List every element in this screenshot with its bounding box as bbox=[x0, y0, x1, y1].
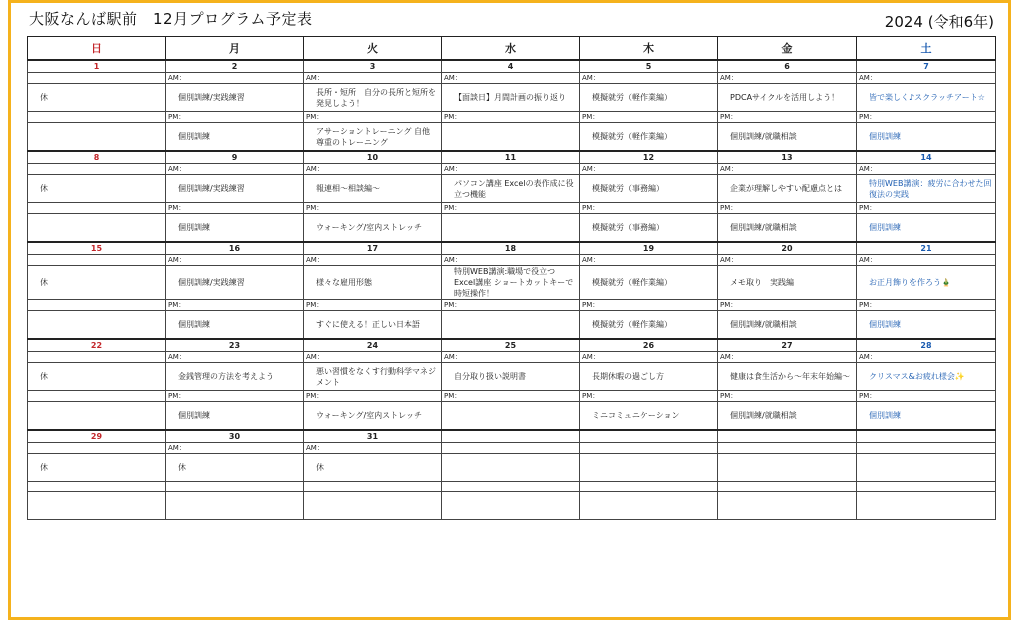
am-label-row bbox=[28, 443, 996, 454]
pm-program bbox=[28, 311, 166, 340]
date-cell: 11 bbox=[442, 151, 580, 164]
pm-label-row bbox=[28, 203, 996, 214]
date-cell: 14 bbox=[857, 151, 996, 164]
pm-program bbox=[28, 492, 166, 520]
pm-label: PM： bbox=[304, 300, 442, 311]
am-label: AM： bbox=[304, 164, 442, 175]
date-row bbox=[28, 60, 996, 73]
pm-label: PM： bbox=[304, 203, 442, 214]
pm-program: 個別訓練/就職相談 bbox=[718, 402, 857, 431]
am-label bbox=[857, 443, 996, 454]
am-label bbox=[28, 443, 166, 454]
pm-program: 個別訓練 bbox=[857, 311, 996, 340]
weekday-thu: 木 bbox=[580, 37, 718, 61]
date-cell: 31 bbox=[304, 430, 442, 443]
am-row bbox=[28, 266, 996, 300]
pm-row bbox=[28, 402, 996, 431]
am-program: 休 bbox=[28, 363, 166, 391]
am-program: クリスマス&お疲れ様会✨ bbox=[857, 363, 996, 391]
pm-label-row bbox=[28, 482, 996, 492]
pm-program bbox=[442, 214, 580, 243]
am-program: 【面談日】月間計画の振り返り bbox=[442, 84, 580, 112]
pm-label: PM： bbox=[857, 203, 996, 214]
date-cell: 13 bbox=[718, 151, 857, 164]
date-cell: 15 bbox=[28, 242, 166, 255]
weekday-sun: 日 bbox=[28, 37, 166, 61]
pm-label bbox=[28, 391, 166, 402]
pm-label: PM： bbox=[718, 112, 857, 123]
am-program: 個別訓練/実践練習 bbox=[166, 175, 304, 203]
am-label: AM： bbox=[718, 164, 857, 175]
am-label: AM： bbox=[304, 255, 442, 266]
pm-program: 個別訓練 bbox=[166, 123, 304, 152]
pm-label: PM： bbox=[718, 300, 857, 311]
weekday-mon: 月 bbox=[166, 37, 304, 61]
am-program: 個別訓練/実践練習 bbox=[166, 84, 304, 112]
pm-program: 個別訓練/就職相談 bbox=[718, 214, 857, 243]
am-label: AM： bbox=[580, 164, 718, 175]
am-label: AM： bbox=[718, 73, 857, 84]
date-cell: 7 bbox=[857, 60, 996, 73]
am-row bbox=[28, 454, 996, 482]
page-title: 大阪なんば駅前 12月プログラム予定表 bbox=[29, 10, 313, 28]
pm-program: 個別訓練 bbox=[166, 402, 304, 431]
pm-program bbox=[857, 492, 996, 520]
date-cell: 10 bbox=[304, 151, 442, 164]
am-program: 悪い習慣をなくす行動科学マネジメント bbox=[304, 363, 442, 391]
am-program: お正月飾りを作ろう🎍 bbox=[857, 266, 996, 300]
pm-program: 模擬就労（軽作業編） bbox=[580, 311, 718, 340]
date-row bbox=[28, 151, 996, 164]
am-label-row bbox=[28, 352, 996, 363]
am-label bbox=[28, 352, 166, 363]
am-program: 模擬就労（軽作業編） bbox=[580, 84, 718, 112]
am-program: 健康は食生活から～年末年始編～ bbox=[718, 363, 857, 391]
date-cell: 18 bbox=[442, 242, 580, 255]
date-cell: 1 bbox=[28, 60, 166, 73]
am-label bbox=[28, 255, 166, 266]
pm-label: PM： bbox=[580, 112, 718, 123]
am-label: AM： bbox=[857, 73, 996, 84]
am-program: 休 bbox=[166, 454, 304, 482]
pm-program: 模擬就労（軽作業編） bbox=[580, 123, 718, 152]
pm-label bbox=[28, 482, 166, 492]
pm-label: PM： bbox=[857, 300, 996, 311]
date-cell: 25 bbox=[442, 339, 580, 352]
am-label bbox=[718, 443, 857, 454]
pm-row bbox=[28, 311, 996, 340]
pm-row bbox=[28, 492, 996, 520]
date-cell: 30 bbox=[166, 430, 304, 443]
date-row bbox=[28, 339, 996, 352]
pm-row bbox=[28, 214, 996, 243]
pm-program: 個別訓練/就職相談 bbox=[718, 123, 857, 152]
pm-program: ミニコミュニケーション bbox=[580, 402, 718, 431]
pm-label: PM： bbox=[718, 391, 857, 402]
date-row bbox=[28, 430, 996, 443]
pm-program bbox=[442, 311, 580, 340]
am-program: 休 bbox=[28, 84, 166, 112]
date-cell bbox=[857, 430, 996, 443]
pm-program bbox=[166, 492, 304, 520]
weekday-sat: 土 bbox=[857, 37, 996, 61]
am-program: 報連相～相談編～ bbox=[304, 175, 442, 203]
am-label-row bbox=[28, 255, 996, 266]
am-program: 特別WEB講演：疲労に合わせた回復法の実践 bbox=[857, 175, 996, 203]
date-cell: 20 bbox=[718, 242, 857, 255]
date-cell: 6 bbox=[718, 60, 857, 73]
am-program: 皆で楽しく♪スクラッチアート☆ bbox=[857, 84, 996, 112]
program-calendar bbox=[27, 36, 996, 520]
pm-program: 個別訓練 bbox=[857, 214, 996, 243]
date-cell: 19 bbox=[580, 242, 718, 255]
pm-program bbox=[28, 402, 166, 431]
am-program: 長期休暇の過ごし方 bbox=[580, 363, 718, 391]
pm-label bbox=[166, 482, 304, 492]
am-label: AM： bbox=[304, 443, 442, 454]
pm-program: ウォーキング/室内ストレッチ bbox=[304, 402, 442, 431]
am-label: AM： bbox=[580, 352, 718, 363]
pm-program bbox=[304, 492, 442, 520]
pm-program bbox=[580, 492, 718, 520]
pm-label: PM： bbox=[718, 203, 857, 214]
date-cell: 9 bbox=[166, 151, 304, 164]
pm-label bbox=[304, 482, 442, 492]
pm-label: PM： bbox=[166, 112, 304, 123]
am-program: 模擬就労（軽作業編） bbox=[580, 266, 718, 300]
pm-program: 個別訓練 bbox=[166, 214, 304, 243]
pm-label bbox=[857, 482, 996, 492]
pm-program: アサーショントレーニング 自他尊重のトレーニング bbox=[304, 123, 442, 152]
date-cell: 23 bbox=[166, 339, 304, 352]
pm-program bbox=[718, 492, 857, 520]
am-program: メモ取り 実践編 bbox=[718, 266, 857, 300]
pm-label-row bbox=[28, 112, 996, 123]
am-label: AM： bbox=[857, 352, 996, 363]
am-label bbox=[28, 164, 166, 175]
pm-program bbox=[28, 214, 166, 243]
pm-row bbox=[28, 123, 996, 152]
pm-program bbox=[442, 402, 580, 431]
weekday-wed: 水 bbox=[442, 37, 580, 61]
pm-label: PM： bbox=[442, 203, 580, 214]
am-label: AM： bbox=[718, 352, 857, 363]
am-row bbox=[28, 175, 996, 203]
date-cell: 2 bbox=[166, 60, 304, 73]
am-label: AM： bbox=[166, 164, 304, 175]
am-program: 模擬就労（事務編） bbox=[580, 175, 718, 203]
pm-label-row bbox=[28, 391, 996, 402]
am-label: AM： bbox=[442, 255, 580, 266]
am-program: 様々な雇用形態 bbox=[304, 266, 442, 300]
am-program: 休 bbox=[28, 454, 166, 482]
am-program: 休 bbox=[28, 175, 166, 203]
am-program bbox=[442, 454, 580, 482]
date-cell: 12 bbox=[580, 151, 718, 164]
pm-label-row bbox=[28, 300, 996, 311]
am-program: 特別WEB講演:職場で役立つExcel講座 ショートカットキーで時短操作！ bbox=[442, 266, 580, 300]
am-program bbox=[580, 454, 718, 482]
am-program bbox=[718, 454, 857, 482]
am-row bbox=[28, 84, 996, 112]
am-program: 企業が理解しやすい配慮点とは bbox=[718, 175, 857, 203]
pm-program: ウォーキング/室内ストレッチ bbox=[304, 214, 442, 243]
date-cell: 22 bbox=[28, 339, 166, 352]
pm-label bbox=[28, 203, 166, 214]
date-cell: 27 bbox=[718, 339, 857, 352]
date-cell bbox=[580, 430, 718, 443]
am-label: AM： bbox=[166, 73, 304, 84]
am-label bbox=[28, 73, 166, 84]
pm-label: PM： bbox=[580, 300, 718, 311]
pm-label bbox=[28, 300, 166, 311]
am-label: AM： bbox=[442, 164, 580, 175]
date-row bbox=[28, 242, 996, 255]
pm-program: 個別訓練/就職相談 bbox=[718, 311, 857, 340]
pm-label bbox=[580, 482, 718, 492]
year-label: 2024 (令和6年) bbox=[884, 13, 994, 31]
am-program: 自分取り扱い説明書 bbox=[442, 363, 580, 391]
pm-program: すぐに使える！正しい日本語 bbox=[304, 311, 442, 340]
pm-label: PM： bbox=[857, 112, 996, 123]
date-cell: 8 bbox=[28, 151, 166, 164]
am-program: 休 bbox=[28, 266, 166, 300]
pm-label: PM： bbox=[580, 203, 718, 214]
date-cell: 5 bbox=[580, 60, 718, 73]
pm-program bbox=[442, 492, 580, 520]
am-label: AM： bbox=[857, 255, 996, 266]
pm-label bbox=[442, 482, 580, 492]
am-label: AM： bbox=[166, 255, 304, 266]
am-label: AM： bbox=[580, 255, 718, 266]
am-row bbox=[28, 363, 996, 391]
pm-label: PM： bbox=[442, 391, 580, 402]
am-program: 金銭管理の方法を考えよう bbox=[166, 363, 304, 391]
am-label bbox=[580, 443, 718, 454]
pm-label: PM： bbox=[166, 203, 304, 214]
pm-label: PM： bbox=[857, 391, 996, 402]
am-label: AM： bbox=[580, 73, 718, 84]
pm-label bbox=[718, 482, 857, 492]
am-label-row bbox=[28, 164, 996, 175]
am-label bbox=[442, 443, 580, 454]
pm-label: PM： bbox=[580, 391, 718, 402]
date-cell: 4 bbox=[442, 60, 580, 73]
am-label: AM： bbox=[304, 352, 442, 363]
pm-program: 個別訓練 bbox=[166, 311, 304, 340]
date-cell: 21 bbox=[857, 242, 996, 255]
weekday-header-row bbox=[28, 37, 996, 61]
pm-program: 個別訓練 bbox=[857, 402, 996, 431]
weekday-fri: 金 bbox=[718, 37, 857, 61]
am-label: AM： bbox=[442, 352, 580, 363]
pm-label: PM： bbox=[166, 391, 304, 402]
date-cell: 24 bbox=[304, 339, 442, 352]
am-program: パソコン講座 Excelの表作成に役立つ機能 bbox=[442, 175, 580, 203]
pm-label: PM： bbox=[304, 391, 442, 402]
am-label-row bbox=[28, 73, 996, 84]
am-program: 休 bbox=[304, 454, 442, 482]
am-program: 長所・短所 自分の長所と短所を発見しよう！ bbox=[304, 84, 442, 112]
date-cell bbox=[718, 430, 857, 443]
am-program bbox=[857, 454, 996, 482]
am-label: AM： bbox=[442, 73, 580, 84]
weekday-tue: 火 bbox=[304, 37, 442, 61]
am-program: 個別訓練/実践練習 bbox=[166, 266, 304, 300]
date-cell: 17 bbox=[304, 242, 442, 255]
am-label: AM： bbox=[304, 73, 442, 84]
date-cell: 16 bbox=[166, 242, 304, 255]
am-program: PDCAサイクルを活用しよう！ bbox=[718, 84, 857, 112]
pm-program bbox=[28, 123, 166, 152]
pm-program: 模擬就労（事務編） bbox=[580, 214, 718, 243]
pm-program: 個別訓練 bbox=[857, 123, 996, 152]
am-label: AM： bbox=[857, 164, 996, 175]
pm-program bbox=[442, 123, 580, 152]
date-cell: 28 bbox=[857, 339, 996, 352]
am-label: AM： bbox=[166, 352, 304, 363]
pm-label: PM： bbox=[442, 300, 580, 311]
pm-label bbox=[28, 112, 166, 123]
pm-label: PM： bbox=[166, 300, 304, 311]
am-label: AM： bbox=[166, 443, 304, 454]
date-cell: 29 bbox=[28, 430, 166, 443]
date-cell bbox=[442, 430, 580, 443]
am-label: AM： bbox=[718, 255, 857, 266]
pm-label: PM： bbox=[442, 112, 580, 123]
date-cell: 3 bbox=[304, 60, 442, 73]
pm-label: PM： bbox=[304, 112, 442, 123]
date-cell: 26 bbox=[580, 339, 718, 352]
